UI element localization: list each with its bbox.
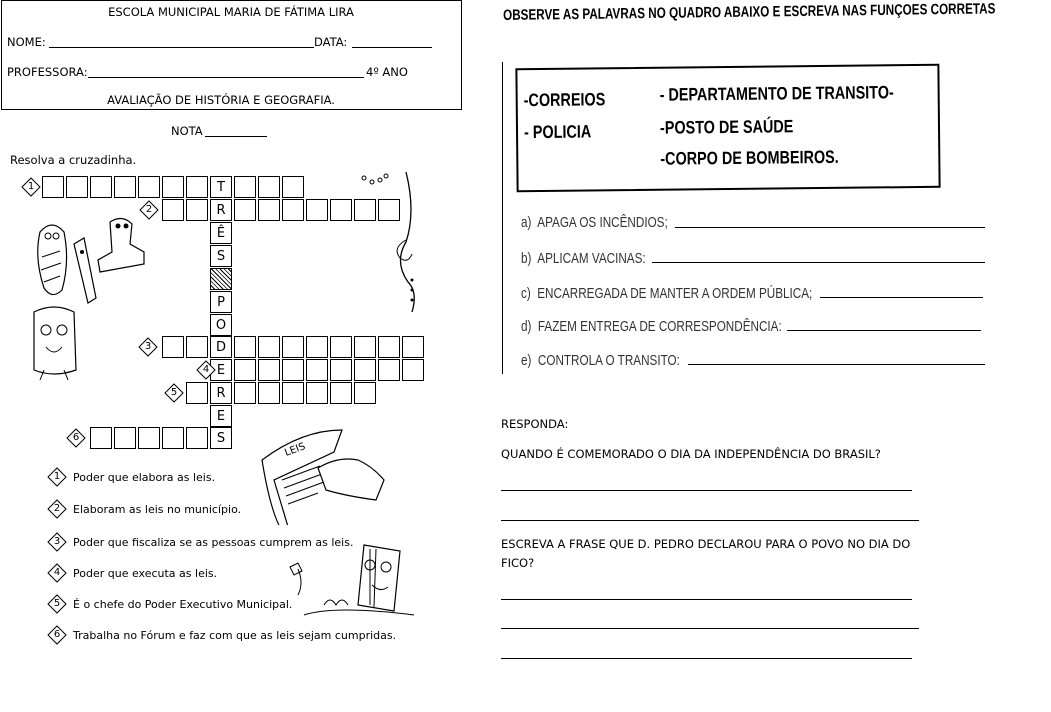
function-item: b) APLICAM VACINAS:	[521, 250, 646, 267]
decorative-vine-illustration	[358, 170, 430, 320]
answer-line[interactable]	[501, 658, 912, 659]
crossword-cell[interactable]	[282, 359, 304, 381]
crossword-cell[interactable]	[90, 427, 112, 449]
crossword-cell[interactable]	[90, 176, 112, 198]
crossword-cell[interactable]	[330, 199, 352, 221]
clue-text: É o chefe do Poder Executivo Municipal.	[73, 598, 293, 611]
answer-line[interactable]	[501, 628, 919, 629]
crossword-cell[interactable]	[282, 176, 304, 198]
crossword-cell[interactable]	[306, 336, 328, 358]
clue-number-marker: 4	[46, 562, 68, 584]
date-field[interactable]	[352, 37, 432, 48]
function-item: a) APAGA OS INCÊNDIOS;	[521, 214, 668, 231]
crossword-cell[interactable]	[258, 336, 280, 358]
crossword-cell[interactable]	[258, 176, 280, 198]
crossword-cell[interactable]	[282, 199, 304, 221]
clue-number-marker: 3	[137, 336, 159, 358]
answer-line[interactable]	[501, 520, 919, 521]
grade-label: NOTA	[171, 124, 203, 138]
crossword-blank-cell	[210, 268, 232, 290]
cartoon-characters-illustration	[22, 212, 162, 387]
laws-scroll-illustration	[258, 420, 388, 525]
crossword-cell[interactable]	[162, 427, 184, 449]
crossword-cell[interactable]	[330, 359, 352, 381]
crossword-cell[interactable]	[282, 336, 304, 358]
clue-number-marker: 5	[163, 382, 185, 404]
crossword-cell[interactable]	[306, 359, 328, 381]
crossword-cell[interactable]	[114, 427, 136, 449]
crossword-letter-cell: P	[210, 291, 232, 313]
crossword-letter-cell: E	[210, 359, 232, 381]
crossword-cell[interactable]	[234, 336, 256, 358]
crossword-cell[interactable]	[258, 199, 280, 221]
crossword-cell[interactable]	[162, 176, 184, 198]
question-2-line-2: FICO?	[501, 556, 535, 570]
clue-number-marker: 1	[46, 466, 68, 488]
teacher-field[interactable]	[88, 67, 364, 78]
answer-line[interactable]	[675, 227, 985, 228]
crossword-cell[interactable]	[114, 176, 136, 198]
crossword-cell[interactable]	[42, 176, 64, 198]
word-bank-item: -CORREIOS	[523, 89, 606, 111]
crossword-cell[interactable]	[162, 336, 184, 358]
crossword-cell[interactable]	[234, 176, 256, 198]
word-bank-item: - POLICIA	[523, 121, 592, 143]
clue-number-marker: 1	[20, 176, 42, 198]
crossword-cell[interactable]	[330, 336, 352, 358]
question-1: QUANDO É COMEMORADO O DIA DA INDEPENDÊNCIA DO BRASIL?	[501, 447, 881, 461]
crossword-cell[interactable]	[282, 382, 304, 404]
function-item: e) CONTROLA O TRANSITO:	[521, 352, 680, 369]
question-2-line-1: ESCREVA A FRASE QUE D. PEDRO DECLAROU PARA O POVO NO DIA DO	[501, 537, 911, 551]
crossword-letter-cell: R	[210, 382, 232, 404]
functions-instruction: OBSERVE AS PALAVRAS NO QUADRO ABAIXO E ESCREVA NAS FUNÇOES CORRETAS	[503, 0, 996, 24]
header-box	[1, 0, 462, 110]
crossword-cell[interactable]	[378, 336, 400, 358]
grade-year: 4º ANO	[366, 65, 408, 79]
exam-title: AVALIAÇÃO DE HISTÓRIA E GEOGRAFIA.	[107, 93, 335, 107]
crossword-cell[interactable]	[258, 359, 280, 381]
crossword-cell[interactable]	[306, 199, 328, 221]
crossword-letter-cell: S	[210, 427, 232, 449]
crossword-instruction: Resolva a cruzadinha.	[10, 153, 137, 167]
function-item: d) FAZEM ENTREGA DE CORRESPONDÊNCIA:	[521, 318, 782, 335]
crossword-cell[interactable]	[234, 382, 256, 404]
function-item: c) ENCARREGADA DE MANTER A ORDEM PÚBLICA;	[521, 285, 813, 302]
answer-line[interactable]	[501, 599, 912, 600]
crossword-cell[interactable]	[186, 199, 208, 221]
crossword-letter-cell: S	[210, 245, 232, 267]
clue-text: Poder que executa as leis.	[73, 567, 218, 580]
scan-edge-line	[502, 62, 503, 374]
date-label: DATA:	[314, 35, 348, 49]
teacher-label: PROFESSORA:	[7, 65, 88, 79]
clue-text: Poder que elabora as leis.	[73, 471, 216, 484]
answer-line[interactable]	[688, 364, 985, 365]
crossword-letter-cell: E	[210, 405, 232, 427]
crossword-cell[interactable]	[402, 359, 424, 381]
crossword-cell[interactable]	[138, 427, 160, 449]
crossword-letter-cell: O	[210, 314, 232, 336]
name-label: NOME:	[7, 35, 46, 49]
crossword-letter-cell: R	[210, 199, 232, 221]
crossword-cell[interactable]	[330, 382, 352, 404]
word-bank-item: -CORPO DE BOMBEIROS.	[660, 146, 839, 169]
crossword-letter-cell: D	[210, 336, 232, 358]
word-bank-item: - DEPARTAMENTO DE TRANSITO-	[659, 82, 894, 105]
crossword-cell[interactable]	[186, 382, 208, 404]
clue-number-marker: 2	[46, 498, 68, 520]
laws-scroll-label: LEIS	[283, 441, 307, 459]
name-field[interactable]	[49, 37, 314, 48]
clue-text: Trabalha no Fórum e faz com que as leis sejam cumpridas.	[73, 629, 397, 642]
crossword-letter-cell: Ê	[210, 222, 232, 244]
crossword-cell[interactable]	[234, 359, 256, 381]
clue-number-marker: 6	[46, 624, 68, 646]
crossword-cell[interactable]	[186, 427, 208, 449]
clue-number-marker: 5	[46, 593, 68, 615]
answer-line[interactable]	[652, 262, 985, 263]
crossword-cell[interactable]	[402, 336, 424, 358]
crossword-cell[interactable]	[306, 382, 328, 404]
crossword-cell[interactable]	[354, 382, 376, 404]
answer-line[interactable]	[820, 297, 983, 298]
word-bank-item: -POSTO DE SAÚDE	[659, 116, 794, 138]
crossword-cell[interactable]	[258, 382, 280, 404]
crossword-cell[interactable]	[186, 336, 208, 358]
crossword-cell[interactable]	[378, 359, 400, 381]
crossword-cell[interactable]	[162, 199, 184, 221]
clue-text: Elaboram as leis no município.	[73, 503, 242, 516]
school-name: ESCOLA MUNICIPAL MARIA DE FÁTIMA LIRA	[108, 5, 354, 19]
crossword-cell[interactable]	[66, 176, 88, 198]
crossword-letter-cell: T	[210, 176, 232, 198]
clue-number-marker: 4	[195, 359, 217, 381]
crossword-cell[interactable]	[138, 176, 160, 198]
word-bank-box	[515, 64, 940, 192]
answer-line[interactable]	[501, 490, 912, 491]
clue-number-marker: 3	[46, 531, 68, 553]
crossword-cell[interactable]	[354, 336, 376, 358]
clue-text: Poder que fiscaliza se as pessoas cumprem as leis.	[73, 536, 354, 549]
crossword-cell[interactable]	[354, 359, 376, 381]
clue-number-marker: 2	[138, 199, 160, 221]
crossword-cell[interactable]	[234, 199, 256, 221]
crossword-cell[interactable]	[186, 176, 208, 198]
answer-line[interactable]	[787, 330, 981, 331]
clue-number-marker: 6	[65, 427, 87, 449]
questions-heading: RESPONDA:	[501, 417, 569, 431]
grade-field[interactable]	[205, 126, 267, 137]
